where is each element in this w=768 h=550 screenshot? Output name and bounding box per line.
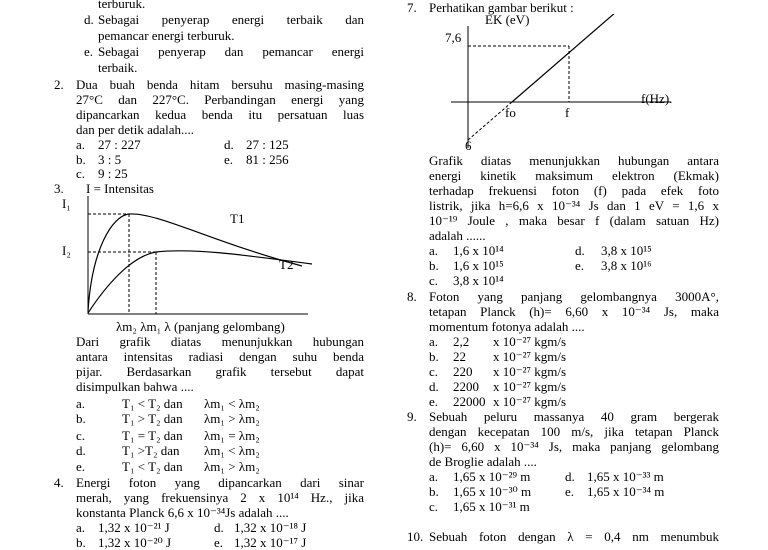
- q8-option-c-unit: x 10⁻²⁷ kgm/s: [493, 364, 567, 379]
- q7-option-e-letter: e.: [575, 258, 585, 273]
- q2-option-e-text: 81 : 256: [246, 152, 289, 167]
- q7-line2: energi kinetik maksimum elektron (Ekmak): [429, 168, 719, 183]
- q1-option-e-line1: Sebagai penyerap dan pemancar energi: [98, 44, 364, 59]
- q7-line1: Grafik diatas menunjukkan hubungan antara: [429, 153, 719, 168]
- q8-option-d-letter: d.: [429, 379, 439, 394]
- label-i1: I₁: [62, 196, 71, 211]
- q8-option-e-letter: e.: [429, 394, 439, 409]
- q7-option-c-text: 3,8 x 10¹⁴: [453, 273, 504, 288]
- label-i2: I₂: [62, 243, 71, 258]
- q2-line1: Dua buah benda hitam bersuhu masing-masing: [76, 77, 364, 92]
- label-fo: fo: [505, 105, 516, 120]
- intensity-graph: [62, 194, 312, 318]
- q3-option-c-l: λm₁ = λm₂: [204, 428, 260, 443]
- q8-option-a-letter: a.: [429, 334, 439, 349]
- label-76: 7,6: [445, 30, 462, 45]
- q7-option-d-letter: d.: [575, 243, 585, 258]
- q3-header: I = Intensitas: [86, 181, 154, 196]
- q3-option-d-t: T₁ >T₂ dan: [122, 443, 180, 458]
- q8-option-b-val: 22: [453, 349, 466, 364]
- q4-number: 4.: [54, 475, 64, 490]
- q8-option-b-unit: x 10⁻²⁷ kgm/s: [493, 349, 567, 364]
- q1-option-d-line2: pemancar energi terburuk.: [98, 28, 235, 43]
- q7-option-a-text: 1,6 x 10¹⁴: [453, 243, 504, 258]
- q7-option-b-letter: b.: [429, 258, 439, 273]
- q9-option-d-text: 1,65 x 10⁻³³ m: [587, 469, 664, 484]
- q2-option-c-letter: c.: [76, 166, 86, 181]
- q8-option-e-val: 22000: [453, 394, 486, 409]
- q7-header: Perhatikan gambar berikut :: [429, 0, 574, 15]
- q9-option-d-letter: d.: [565, 469, 575, 484]
- q4-option-d-letter: d.: [214, 520, 224, 535]
- q9-option-a-letter: a.: [429, 469, 439, 484]
- q8-option-e-unit: x 10⁻²⁷ kgm/s: [493, 394, 567, 409]
- q2-line4: dan per detik adalah....: [76, 122, 195, 137]
- q9-option-b-letter: b.: [429, 484, 439, 499]
- q8-line3: momentum fotonya adalah ....: [429, 319, 585, 334]
- q9-option-b-text: 1,65 x 10⁻³⁰ m: [453, 484, 532, 499]
- label-origin: 6: [465, 138, 472, 150]
- curve-t1: [88, 214, 302, 311]
- q4-option-e-letter: e.: [214, 535, 224, 550]
- q8-line2: tetapan Planck (h)= 6,60 x 10⁻³⁴ Js, maka: [429, 304, 719, 319]
- q3-option-e-l: λm₁ > λm₂: [204, 459, 260, 474]
- q7-option-d-text: 3,8 x 10¹⁵: [601, 243, 652, 258]
- q7-line6: adalah ......: [429, 228, 486, 243]
- q7-option-c-letter: c.: [429, 273, 439, 288]
- q1-option-e-letter: e.: [84, 44, 94, 59]
- q8-option-d-unit: x 10⁻²⁷ kgm/s: [493, 379, 567, 394]
- q8-option-b-letter: b.: [429, 349, 439, 364]
- q1-option-c-tail: terburuk.: [98, 0, 146, 11]
- q1-option-d-letter: d.: [84, 12, 94, 27]
- q2-option-a-letter: a.: [76, 137, 86, 152]
- q2-option-d-letter: d.: [224, 137, 234, 152]
- q4-line1: Energi foton yang dipancarkan dari sinar: [76, 475, 364, 490]
- q9-line3: (h)= 6,60 x 10⁻³⁴ Js, maka panjang gelombang: [429, 439, 719, 454]
- label-t2: T2: [279, 257, 294, 272]
- q2-number: 2.: [54, 77, 64, 92]
- q1-option-d-line1: Sebagai penyerap energi terbaik dan: [98, 12, 364, 27]
- label-fhz: f(Hz).: [641, 91, 673, 106]
- q4-option-a-text: 1,32 x 10⁻²¹ J: [98, 520, 170, 535]
- q3-option-e-t: T₁ < T₂ dan: [122, 459, 183, 474]
- q3-option-d-letter: d.: [76, 443, 86, 458]
- q9-option-a-text: 1,65 x 10⁻²⁹ m: [453, 469, 531, 484]
- q3-option-e-letter: e.: [76, 459, 86, 474]
- q4-line3: konstanta Planck 6,6 x 10⁻³⁴Js adalah ....: [76, 505, 289, 520]
- q2-line2: 27°C dan 227°C. Perbandingan energi yang: [76, 92, 364, 107]
- q2-line3: dipancarkan kedua benda itu persatuan luas: [76, 107, 364, 122]
- q3-option-d-l: λm₁ < λm₂: [204, 443, 260, 458]
- q9-line1: Sebuah peluru massanya 40 gram bergerak: [429, 409, 719, 424]
- q3-number: 3.: [54, 181, 64, 196]
- q7-option-a-letter: a.: [429, 243, 439, 258]
- q4-option-d-text: 1,32 x 10⁻¹⁸ J: [234, 520, 307, 535]
- q2-option-a-text: 27 : 227: [98, 137, 141, 152]
- q4-option-a-letter: a.: [76, 520, 86, 535]
- q3-line3: pijar. Berdasarkan grafik tersebut dapat: [76, 364, 364, 379]
- q7-option-b-text: 1,6 x 10¹⁵: [453, 258, 504, 273]
- q4-option-b-text: 1,32 x 10⁻²⁰ J: [98, 535, 172, 550]
- q9-option-c-letter: c.: [429, 499, 439, 514]
- q4-line2: merah, yang frekuensinya 2 x 10¹⁴ Hz., jika: [76, 490, 364, 505]
- q3-line4: disimpulkan bahwa ....: [76, 379, 194, 394]
- q2-option-c-text: 9 : 25: [98, 166, 128, 181]
- q2-option-b-text: 3 : 5: [98, 152, 122, 167]
- q8-option-a-unit: x 10⁻²⁷ kgm/s: [493, 334, 567, 349]
- q9-option-e-letter: e.: [565, 484, 575, 499]
- q3-option-a-letter: a.: [76, 396, 86, 411]
- q7-number: 7.: [407, 0, 417, 15]
- q2-option-d-text: 27 : 125: [246, 137, 289, 152]
- q10-number: 10.: [407, 529, 424, 544]
- q8-option-c-letter: c.: [429, 364, 439, 379]
- q3-option-b-l: λm₁ > λm₂: [204, 411, 260, 426]
- q3-line2: antara intensitas radiasi dengan suhu benda: [76, 349, 364, 364]
- label-ek: EK (eV): [485, 14, 530, 27]
- q4-option-b-letter: b.: [76, 535, 86, 550]
- q3-line1: Dari grafik diatas menunjukkan hubungan: [76, 334, 364, 349]
- q3-option-b-t: T₁ > T₂ dan: [122, 411, 183, 426]
- q8-number: 8.: [407, 289, 417, 304]
- label-t1: T1: [230, 211, 245, 226]
- photoelectric-graph: [441, 14, 681, 150]
- q7-line3: terhadap frekuensi foton (f) pada efek foto: [429, 183, 719, 198]
- ek-line-solid: [512, 14, 616, 102]
- q2-option-b-letter: b.: [76, 152, 86, 167]
- q8-line1: Foton yang panjang gelombangnya 3000A°,: [429, 289, 719, 304]
- q9-line4: de Broglie adalah ....: [429, 454, 537, 469]
- q9-number: 9.: [407, 409, 417, 424]
- q3-option-a-t: T₁ < T₂ dan: [122, 396, 183, 411]
- q3-option-c-letter: c.: [76, 428, 86, 443]
- q3-option-b-letter: b.: [76, 411, 86, 426]
- q10-line1: Sebuah foton dengan λ = 0,4 nm menumbuk: [429, 529, 719, 544]
- q7-option-e-text: 3,8 x 10¹⁶: [601, 258, 652, 273]
- label-f: f: [565, 105, 570, 120]
- q3-option-c-t: T₁ = T₂ dan: [122, 428, 183, 443]
- q1-option-e-line2: terbaik.: [98, 60, 138, 75]
- q7-line4: listrik, jika h=6,6 x 10⁻³⁴ Js dan 1 eV = 1,6 x: [429, 198, 719, 213]
- q9-line2: dengan kecepatan 100 m/s, jika tetapan Planck: [429, 424, 719, 439]
- q8-option-a-val: 2,2: [453, 334, 470, 349]
- q2-option-e-letter: e.: [224, 152, 234, 167]
- intensity-graph-x-label: λm₂ λm₁ λ (panjang gelombang): [116, 319, 285, 334]
- q4-option-e-text: 1,32 x 10⁻¹⁷ J: [234, 535, 307, 550]
- q9-option-e-text: 1,65 x 10⁻³⁴ m: [587, 484, 665, 499]
- q8-option-c-val: 220: [453, 364, 473, 379]
- q9-option-c-text: 1,65 x 10⁻³¹ m: [453, 499, 530, 514]
- q7-line5: 10⁻¹⁹ Joule , maka besar f (dalam satuan Hz): [429, 213, 719, 228]
- q8-option-d-val: 2200: [453, 379, 479, 394]
- q3-option-a-l: λm₁ < λm₂: [204, 396, 260, 411]
